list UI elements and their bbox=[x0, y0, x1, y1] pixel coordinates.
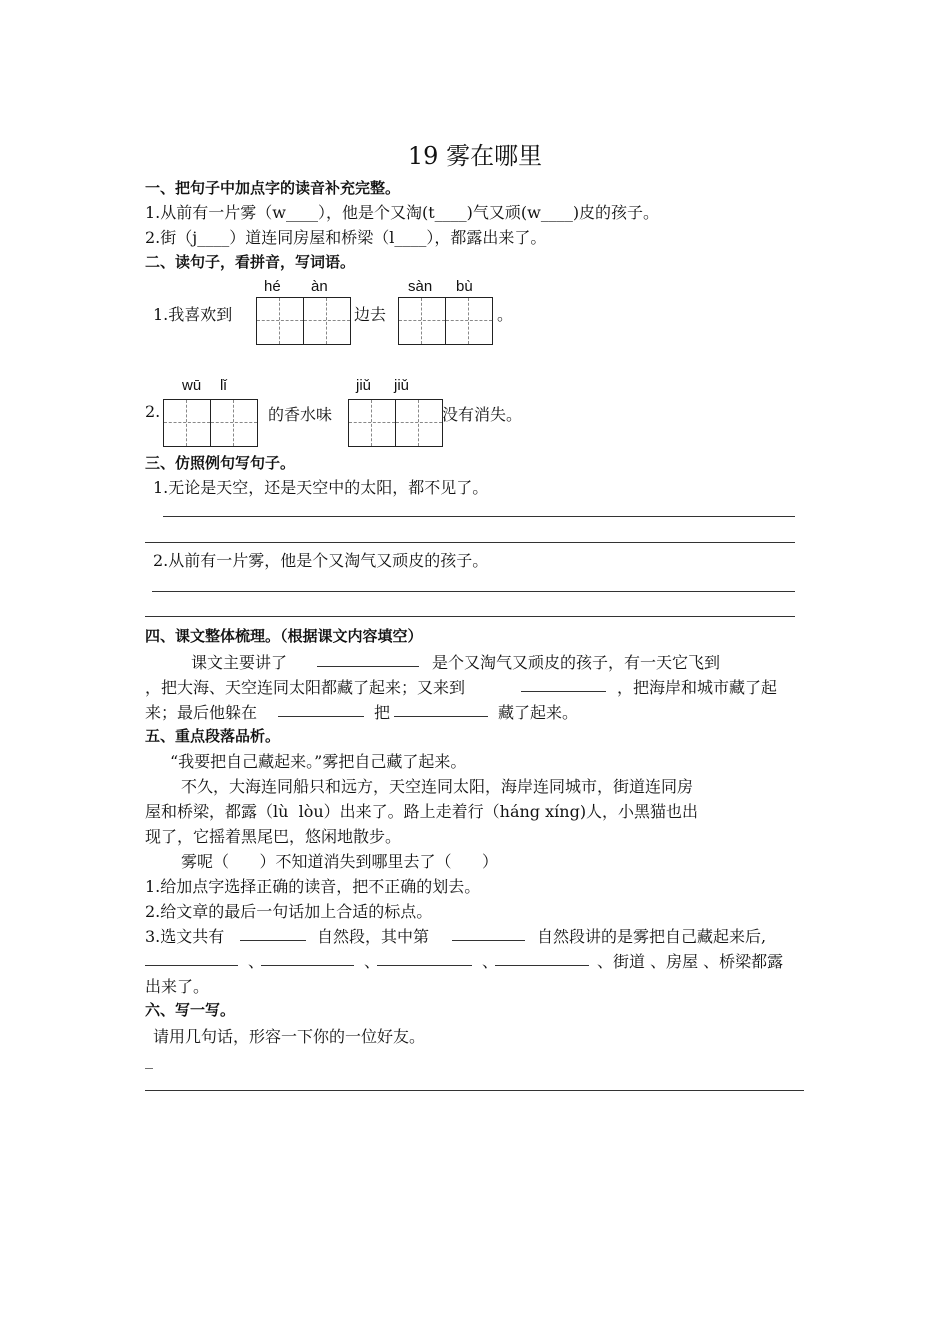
grid-cell[interactable] bbox=[398, 297, 446, 345]
pinyin-jiu-2: jiǔ bbox=[394, 377, 410, 394]
s5-question-3c: 自然段讲的是雾把自己藏起来后, bbox=[537, 927, 767, 946]
s4-text-2a: ，把大海、天空连同太阳都藏了起来；又来到 bbox=[145, 678, 466, 697]
s2-q1-prefix: 1.我喜欢到 bbox=[153, 305, 233, 324]
writing-grid-sanbu[interactable] bbox=[398, 297, 493, 345]
grid-cell[interactable] bbox=[303, 297, 351, 345]
fill-blank[interactable] bbox=[521, 691, 606, 692]
separator: 、 bbox=[482, 952, 499, 971]
fill-blank[interactable] bbox=[377, 965, 472, 966]
s5-para-2c: 现了，它摇着黑尾巴，悠闲地散步。 bbox=[145, 827, 402, 846]
section-2-heading: 二、读句子，看拼音，写词语。 bbox=[145, 253, 356, 271]
s2-q2-prefix: 2. bbox=[145, 402, 161, 421]
grid-cell[interactable] bbox=[348, 399, 396, 447]
s5-question-3e: 出来了。 bbox=[145, 977, 210, 996]
writing-grid-wuli[interactable] bbox=[163, 399, 258, 447]
section-3-heading: 三、仿照例句写句子。 bbox=[145, 454, 296, 472]
fill-blank[interactable] bbox=[317, 666, 419, 667]
answer-line[interactable] bbox=[152, 591, 795, 592]
fill-blank[interactable] bbox=[278, 716, 364, 717]
grid-cell[interactable] bbox=[210, 399, 258, 447]
grid-cell[interactable] bbox=[256, 297, 304, 345]
section-1-heading: 一、把句子中加点字的读音补充完整。 bbox=[145, 179, 401, 197]
fill-blank[interactable] bbox=[145, 965, 238, 966]
s5-question-1: 1.给加点字选择正确的读音，把不正确的划去。 bbox=[145, 877, 481, 896]
s5-para-2a: 不久，大海连同船只和远方，天空连同太阳，海岸连同城市，街道连同房 bbox=[181, 777, 694, 796]
grid-cell[interactable] bbox=[395, 399, 443, 447]
s6-dash: _ bbox=[145, 1050, 153, 1069]
answer-line[interactable] bbox=[145, 1090, 804, 1091]
section-6-heading: 六、写一写。 bbox=[145, 1001, 236, 1019]
answer-line[interactable] bbox=[145, 616, 795, 617]
s5-para-1: “我要把自己藏起来。”雾把自己藏了起来。 bbox=[170, 752, 467, 771]
separator: 、 bbox=[364, 952, 381, 971]
s5-question-3b: 自然段，其中第 bbox=[317, 927, 430, 946]
s5-para-3: 雾呢（ ）不知道消失到哪里去了（ ） bbox=[181, 852, 499, 871]
grid-cell[interactable] bbox=[163, 399, 211, 447]
grid-cell[interactable] bbox=[445, 297, 493, 345]
s5-question-3a: 3.选文共有 bbox=[145, 927, 225, 946]
answer-line[interactable] bbox=[145, 542, 795, 543]
answer-line[interactable] bbox=[163, 516, 795, 517]
writing-grid-hean[interactable] bbox=[256, 297, 351, 345]
pinyin-bu: bù bbox=[456, 278, 473, 295]
pinyin-wu: wū bbox=[182, 377, 202, 394]
s1-question-1: 1.从前有一片雾（w____），他是个又淘(t____)气又顽(w____)皮的孩子。 bbox=[145, 203, 660, 222]
s4-text-3b: 把 bbox=[374, 703, 391, 722]
fill-blank[interactable] bbox=[261, 965, 354, 966]
pinyin-li: lǐ bbox=[220, 377, 227, 394]
s4-text-3c: 藏了起来。 bbox=[498, 703, 579, 722]
s4-text-1b: 是个又淘气又顽皮的孩子，有一天它飞到 bbox=[432, 653, 721, 672]
pinyin-he: hé bbox=[264, 278, 281, 295]
s2-q2-end: 没有消失。 bbox=[442, 405, 523, 424]
s5-question-3d: 、街道 、房屋 、桥梁都露 bbox=[597, 952, 784, 971]
s6-prompt: 请用几句话，形容一下你的一位好友。 bbox=[153, 1027, 426, 1046]
s5-question-2: 2.给文章的最后一句话加上合适的标点。 bbox=[145, 902, 433, 921]
section-4-heading: 四、课文整体梳理。（根据课文内容填空） bbox=[145, 627, 423, 645]
pinyin-an: àn bbox=[311, 278, 328, 295]
s2-q2-mid: 的香水味 bbox=[268, 405, 333, 424]
section-5-heading: 五、重点段落品析。 bbox=[145, 727, 281, 745]
pinyin-jiu-1: jiǔ bbox=[356, 377, 372, 394]
s5-para-2b: 屋和桥梁，都露（lù lòu）出来了。路上走着行（háng xíng)人，小黑猫也出 bbox=[145, 802, 699, 821]
s3-example-1: 1.无论是天空，还是天空中的太阳，都不见了。 bbox=[153, 478, 489, 497]
s2-q1-mid: 边去 bbox=[354, 305, 387, 324]
s1-question-2: 2.街（j____）道连同房屋和桥梁（l____），都露出来了。 bbox=[145, 228, 547, 247]
s4-text-1a: 课文主要讲了 bbox=[191, 653, 288, 672]
pinyin-san: sàn bbox=[408, 278, 433, 295]
s4-text-3a: 来；最后他躲在 bbox=[145, 703, 258, 722]
fill-blank[interactable] bbox=[495, 965, 589, 966]
fill-blank[interactable] bbox=[394, 716, 488, 717]
page-title: 19 雾在哪里 bbox=[407, 142, 543, 170]
separator: 、 bbox=[248, 952, 265, 971]
fill-blank[interactable] bbox=[240, 940, 306, 941]
writing-grid-jiujiu[interactable] bbox=[348, 399, 443, 447]
s3-example-2: 2.从前有一片雾，他是个又淘气又顽皮的孩子。 bbox=[153, 551, 489, 570]
s2-q1-end: 。 bbox=[497, 305, 514, 324]
fill-blank[interactable] bbox=[452, 940, 525, 941]
s4-text-2b: ，把海岸和城市藏了起 bbox=[617, 678, 778, 697]
